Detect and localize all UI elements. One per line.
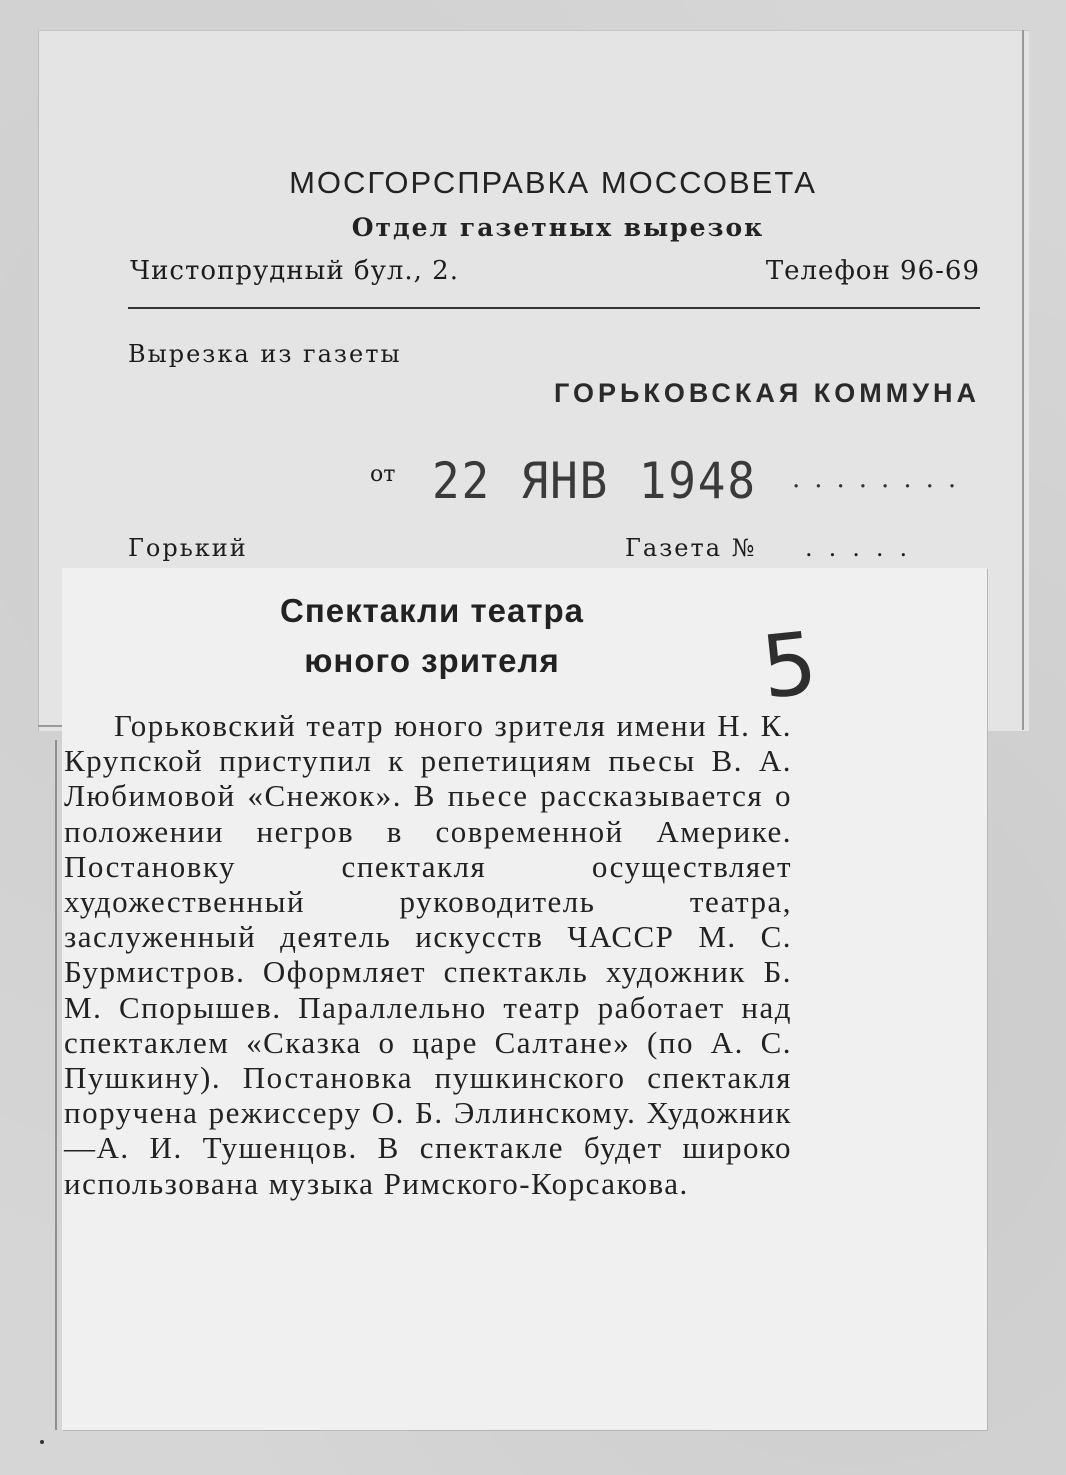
article-headline	[122, 586, 742, 686]
article-body: Горьковский театр юного зрителя имени Н. К. Крупской приступил к репетициям пьесы В. А. Любимовой «Снежок». В пьесе рассказывается о положении негров в современной Америке. Постановку спектакля осуществляет художественный руководитель театра, заслуженный деятель искусств ЧАССР М. С. Бурмистров. Оформляет спектакль художник Б. М. Спорышев. Параллельно театр работает над спектаклем «Сказка о царе Салтане» (по А. С. Пушкину). Постановка пушкинского спектакля поручена режиссеру О. Б. Эллинскому. Художник—А. И. Тушенцов. В спектакле будет широко использована музыка Римского-Корсакова.	[64, 708, 792, 1201]
headline-line: Спектакли театра	[279, 592, 585, 629]
organization-name: МОСГОРСПРАВКА МОССОВЕТА	[289, 165, 817, 200]
paper-speck	[40, 1440, 44, 1444]
date-stamp: 22 ЯНВ 1948	[432, 452, 757, 510]
issue-fill-dots: .....	[805, 534, 924, 562]
sheet-edge	[1022, 30, 1024, 730]
newspaper-clipping	[62, 568, 987, 1430]
phone: Телефон 96-69	[765, 256, 980, 286]
handwritten-number: 5	[756, 613, 822, 719]
headline-line: юного зрителя	[304, 642, 560, 679]
address: Чистопрудный бул., 2.	[130, 256, 459, 286]
newspaper-name: ГОРЬКОВСКАЯ КОММУНА	[554, 378, 980, 408]
city: Горький	[128, 534, 248, 562]
paper-fold-line	[55, 740, 57, 1430]
header-divider	[128, 307, 980, 309]
clip-source-label: Вырезка из газеты	[128, 340, 402, 368]
department-name: Отдел газетных вырезок	[351, 213, 765, 242]
issue-number-label: Газета №	[625, 534, 757, 562]
date-fill-dots: ........	[792, 464, 971, 494]
date-prefix: от	[370, 462, 396, 487]
